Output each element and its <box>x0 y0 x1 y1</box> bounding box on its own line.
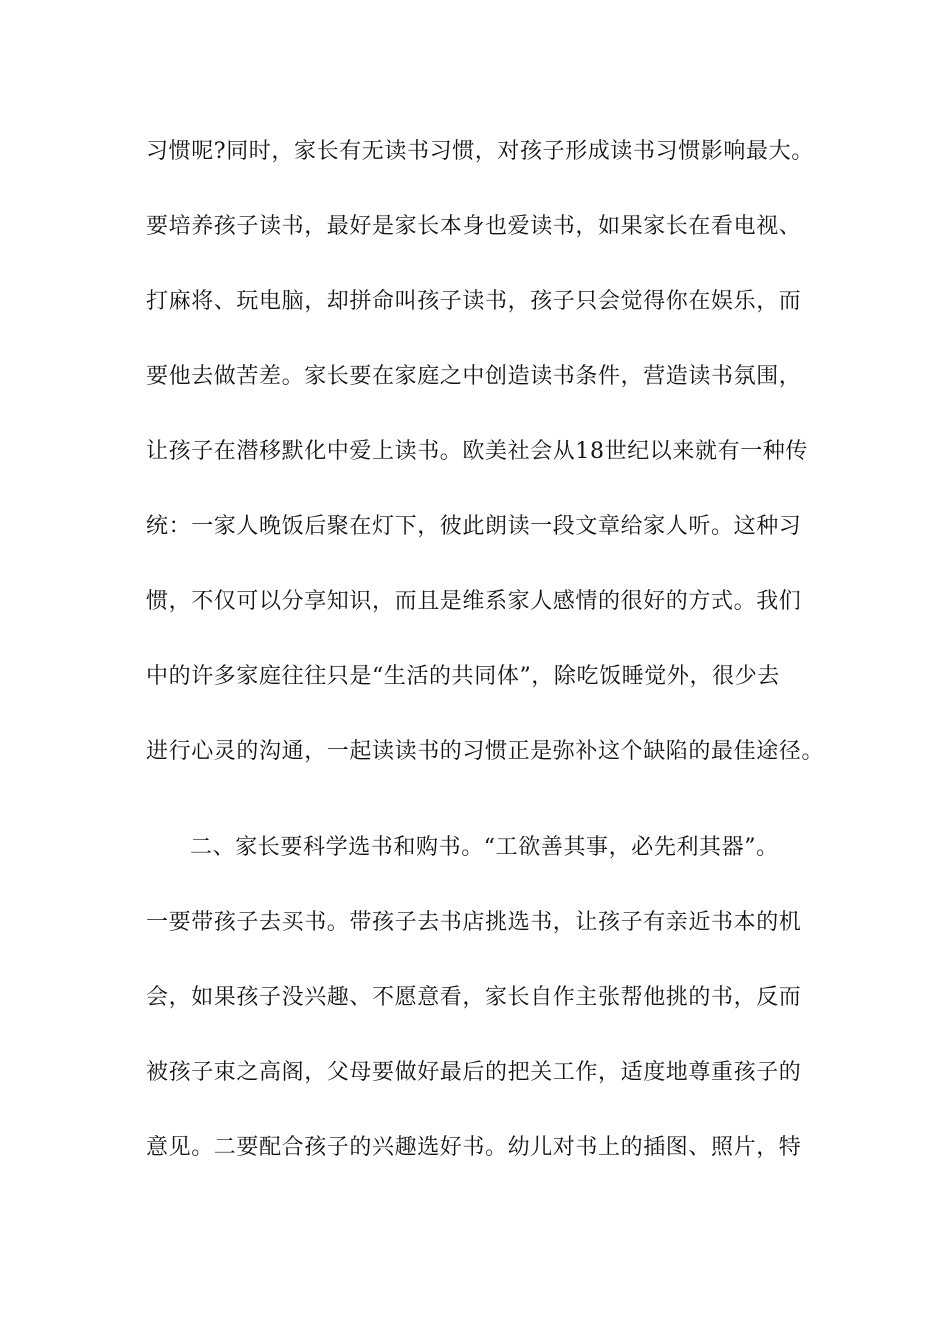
text-line: 会，如果孩子没兴趣、不愿意看，家长自作主张帮他挑的书，反而 <box>146 985 802 1010</box>
text-line: 统：一家人晚饭后聚在灯下，彼此朗读一段文章给家人听。这种习 <box>146 514 802 539</box>
text-line: 惯，不仅可以分享知识，而且是维系家人感情的很好的方式。我们 <box>146 589 802 614</box>
text-line: 中的许多家庭往往只是“生活的共同体”，除吃饭睡觉外，很少去 <box>146 664 780 689</box>
text-line: 要他去做苦差。家长要在家庭之中创造读书条件，营造读书氛围， <box>146 364 802 389</box>
text-line: 进行心灵的沟通，一起读读书的习惯正是弥补这个缺陷的最佳途径。 <box>146 739 825 764</box>
text-line: 意见。二要配合孩子的兴趣选好书。幼儿对书上的插图、照片，特 <box>146 1135 802 1160</box>
text-line: 让孩子在潜移默化中爱上读书。欧美社会从18世纪以来就有一种传 <box>146 439 808 464</box>
text-line: 打麻将、玩电脑，却拼命叫孩子读书，孩子只会觉得你在娱乐，而 <box>146 289 802 314</box>
paragraph-start-line: 二、家长要科学选书和购书。“工欲善其事，必先利其器”。 <box>190 835 779 860</box>
text-line: 要培养孩子读书，最好是家长本身也爱读书，如果家长在看电视、 <box>146 214 802 239</box>
text-line: 习惯呢?同时，家长有无读书习惯，对孩子形成读书习惯影响最大。 <box>146 139 814 164</box>
text-line: 一要带孩子去买书。带孩子去书店挑选书，让孩子有亲近书本的机 <box>146 910 802 935</box>
text-line: 被孩子束之高阁，父母要做好最后的把关工作，适度地尊重孩子的 <box>146 1060 802 1085</box>
